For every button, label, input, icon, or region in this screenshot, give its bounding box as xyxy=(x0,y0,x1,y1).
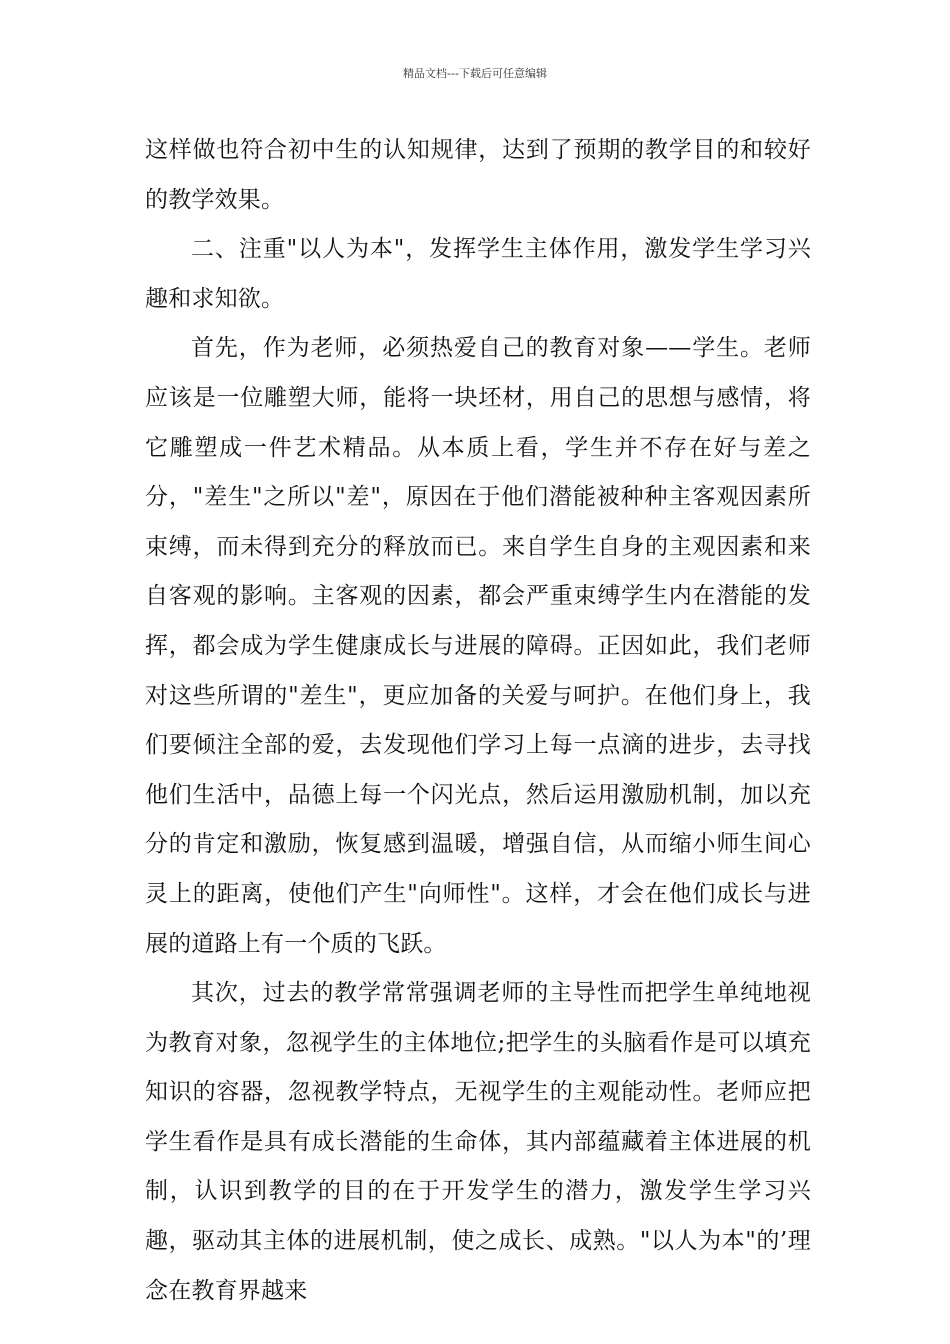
paragraph-4: 其次，过去的教学常常强调老师的主导性而把学生单纯地视为教育对象，忽视学生的主体地位;把学生的头脑看作是可以填充知识的容器，忽视教学特点，无视学生的主观能动性。老师应把学生看作是具有成长潜能的生命体，其内部蕴藏着主体进展的机制，认识到教学的目的在于开发学生的潜力，激发学生学习兴趣，驱动其主体的进展机制，使之成长、成熟。"以人为本"的’理念在教育界越来 xyxy=(145,980,811,1304)
paragraph-1: 这样做也符合初中生的认知规律，达到了预期的教学目的和较好的教学效果。 xyxy=(145,137,811,213)
document-body xyxy=(145,126,811,1316)
page-header: 精品文档---下载后可任意编辑 xyxy=(403,67,547,80)
section-heading-2: 二、注重"以人为本"，发挥学生主体作用，激发学生学习兴趣和求知欲。 xyxy=(145,236,811,312)
paragraph-3: 首先，作为老师，必须热爱自己的教育对象——学生。老师应该是一位雕塑大师，能将一块坯材，用自己的思想与感情，将它雕塑成一件艺术精品。从本质上看，学生并不存在好与差之分，"差生"之所以"差"，原因在于他们潜能被种种主客观因素所束缚，而未得到充分的释放而已。来自学生自身的主观因素和来自客观的影响。主客观的因素，都会严重束缚学生内在潜能的发挥，都会成为学生健康成长与进展的障碍。正因如此，我们老师对这些所谓的"差生"，更应加备的关爱与呵护。在他们身上，我们要倾注全部的爱，去发现他们学习上每一点滴的进步，去寻找他们生活中，品德上每一个闪光点，然后运用激励机制，加以充分的肯定和激励，恢复感到温暖，增强自信，从而缩小师生间心灵上的距离，使他们产生"向师性"。这样，才会在他们成长与进展的道路上有一个质的飞跃。 xyxy=(145,335,811,957)
